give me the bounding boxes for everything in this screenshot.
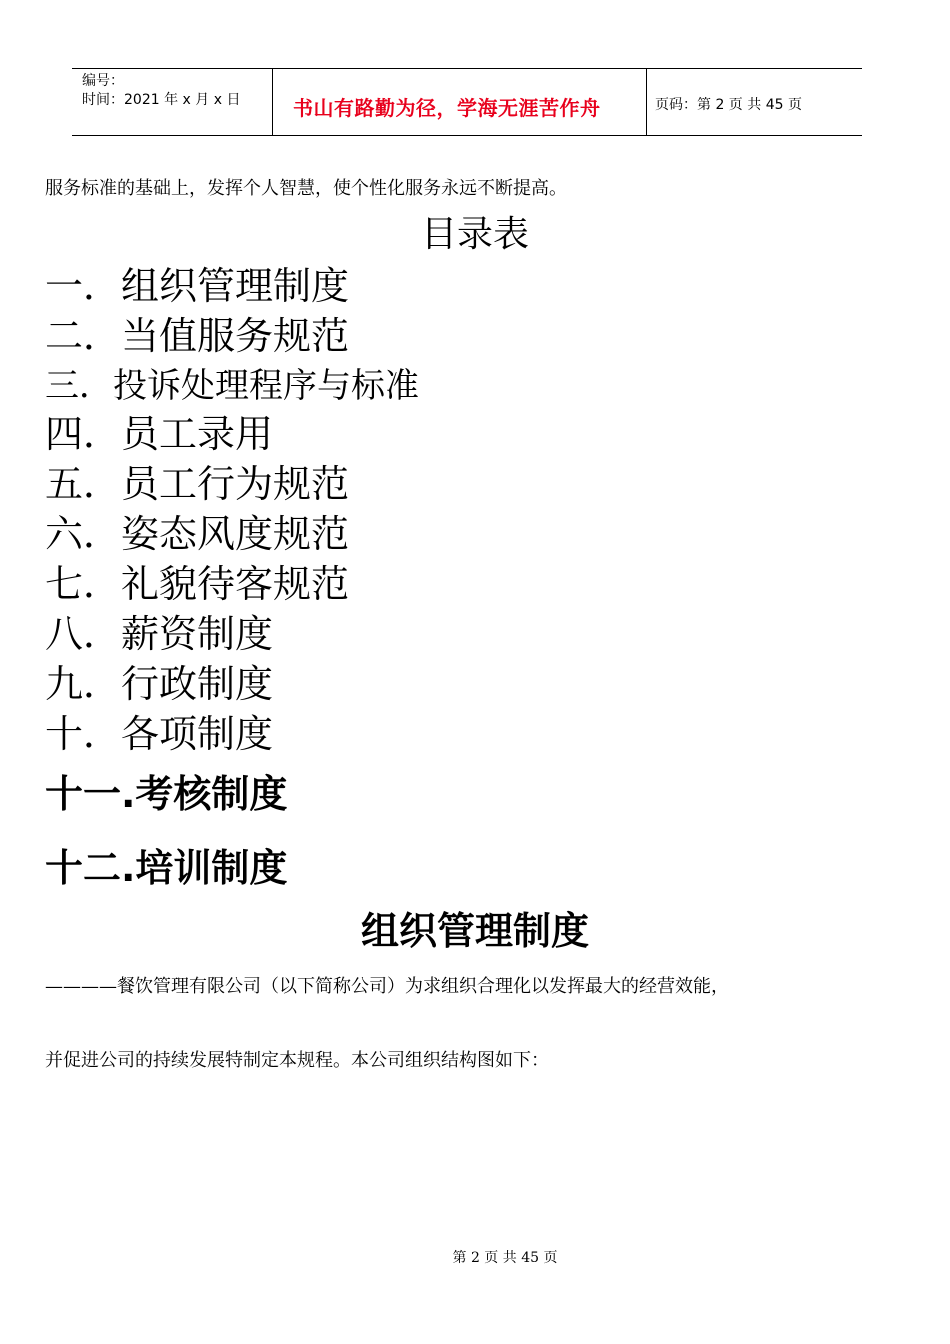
header-motto: 书山有路勤为径，学海无涯苦作舟	[293, 96, 601, 120]
header-page-info: 页码：第 2 页 共 45 页	[655, 97, 802, 113]
toc-title: 目录表	[420, 214, 529, 255]
header-meta-cell	[72, 69, 273, 135]
toc-item: 一．组织管理制度	[45, 264, 350, 308]
header-time-label: 时间：2021 年 x 月 x 日	[82, 92, 241, 108]
toc-item: 七．礼貌待客规范	[45, 562, 350, 606]
page-footer: 第 2 页 共 45 页	[452, 1250, 558, 1266]
toc-item: 四．员工录用	[45, 412, 274, 456]
toc-item: 十．各项制度	[45, 712, 274, 756]
section-paragraph: 并促进公司的持续发展特制定本规程。本公司组织结构图如下：	[45, 1050, 549, 1071]
section-title: 组织管理制度	[360, 909, 589, 953]
toc-item: 十一.考核制度	[45, 772, 288, 816]
header-page-cell	[647, 69, 862, 135]
header-motto-cell	[273, 69, 647, 135]
toc-item: 九．行政制度	[45, 662, 274, 706]
toc-item: 十二.培训制度	[45, 846, 288, 890]
header-number-label: 编号：	[82, 73, 124, 89]
intro-paragraph: 服务标准的基础上，发挥个人智慧，使个性化服务永远不断提高。	[45, 178, 567, 199]
section-paragraph: ————餐饮管理有限公司（以下简称公司）为求组织合理化以发挥最大的经营效能，	[45, 976, 729, 997]
toc-item: 三．投诉处理程序与标准	[45, 366, 419, 406]
toc-item: 五．员工行为规范	[45, 462, 350, 506]
toc-item: 二．当值服务规范	[45, 314, 350, 358]
page-header	[72, 68, 862, 136]
toc-item: 八．薪资制度	[45, 612, 274, 656]
toc-item: 六．姿态风度规范	[45, 512, 350, 556]
